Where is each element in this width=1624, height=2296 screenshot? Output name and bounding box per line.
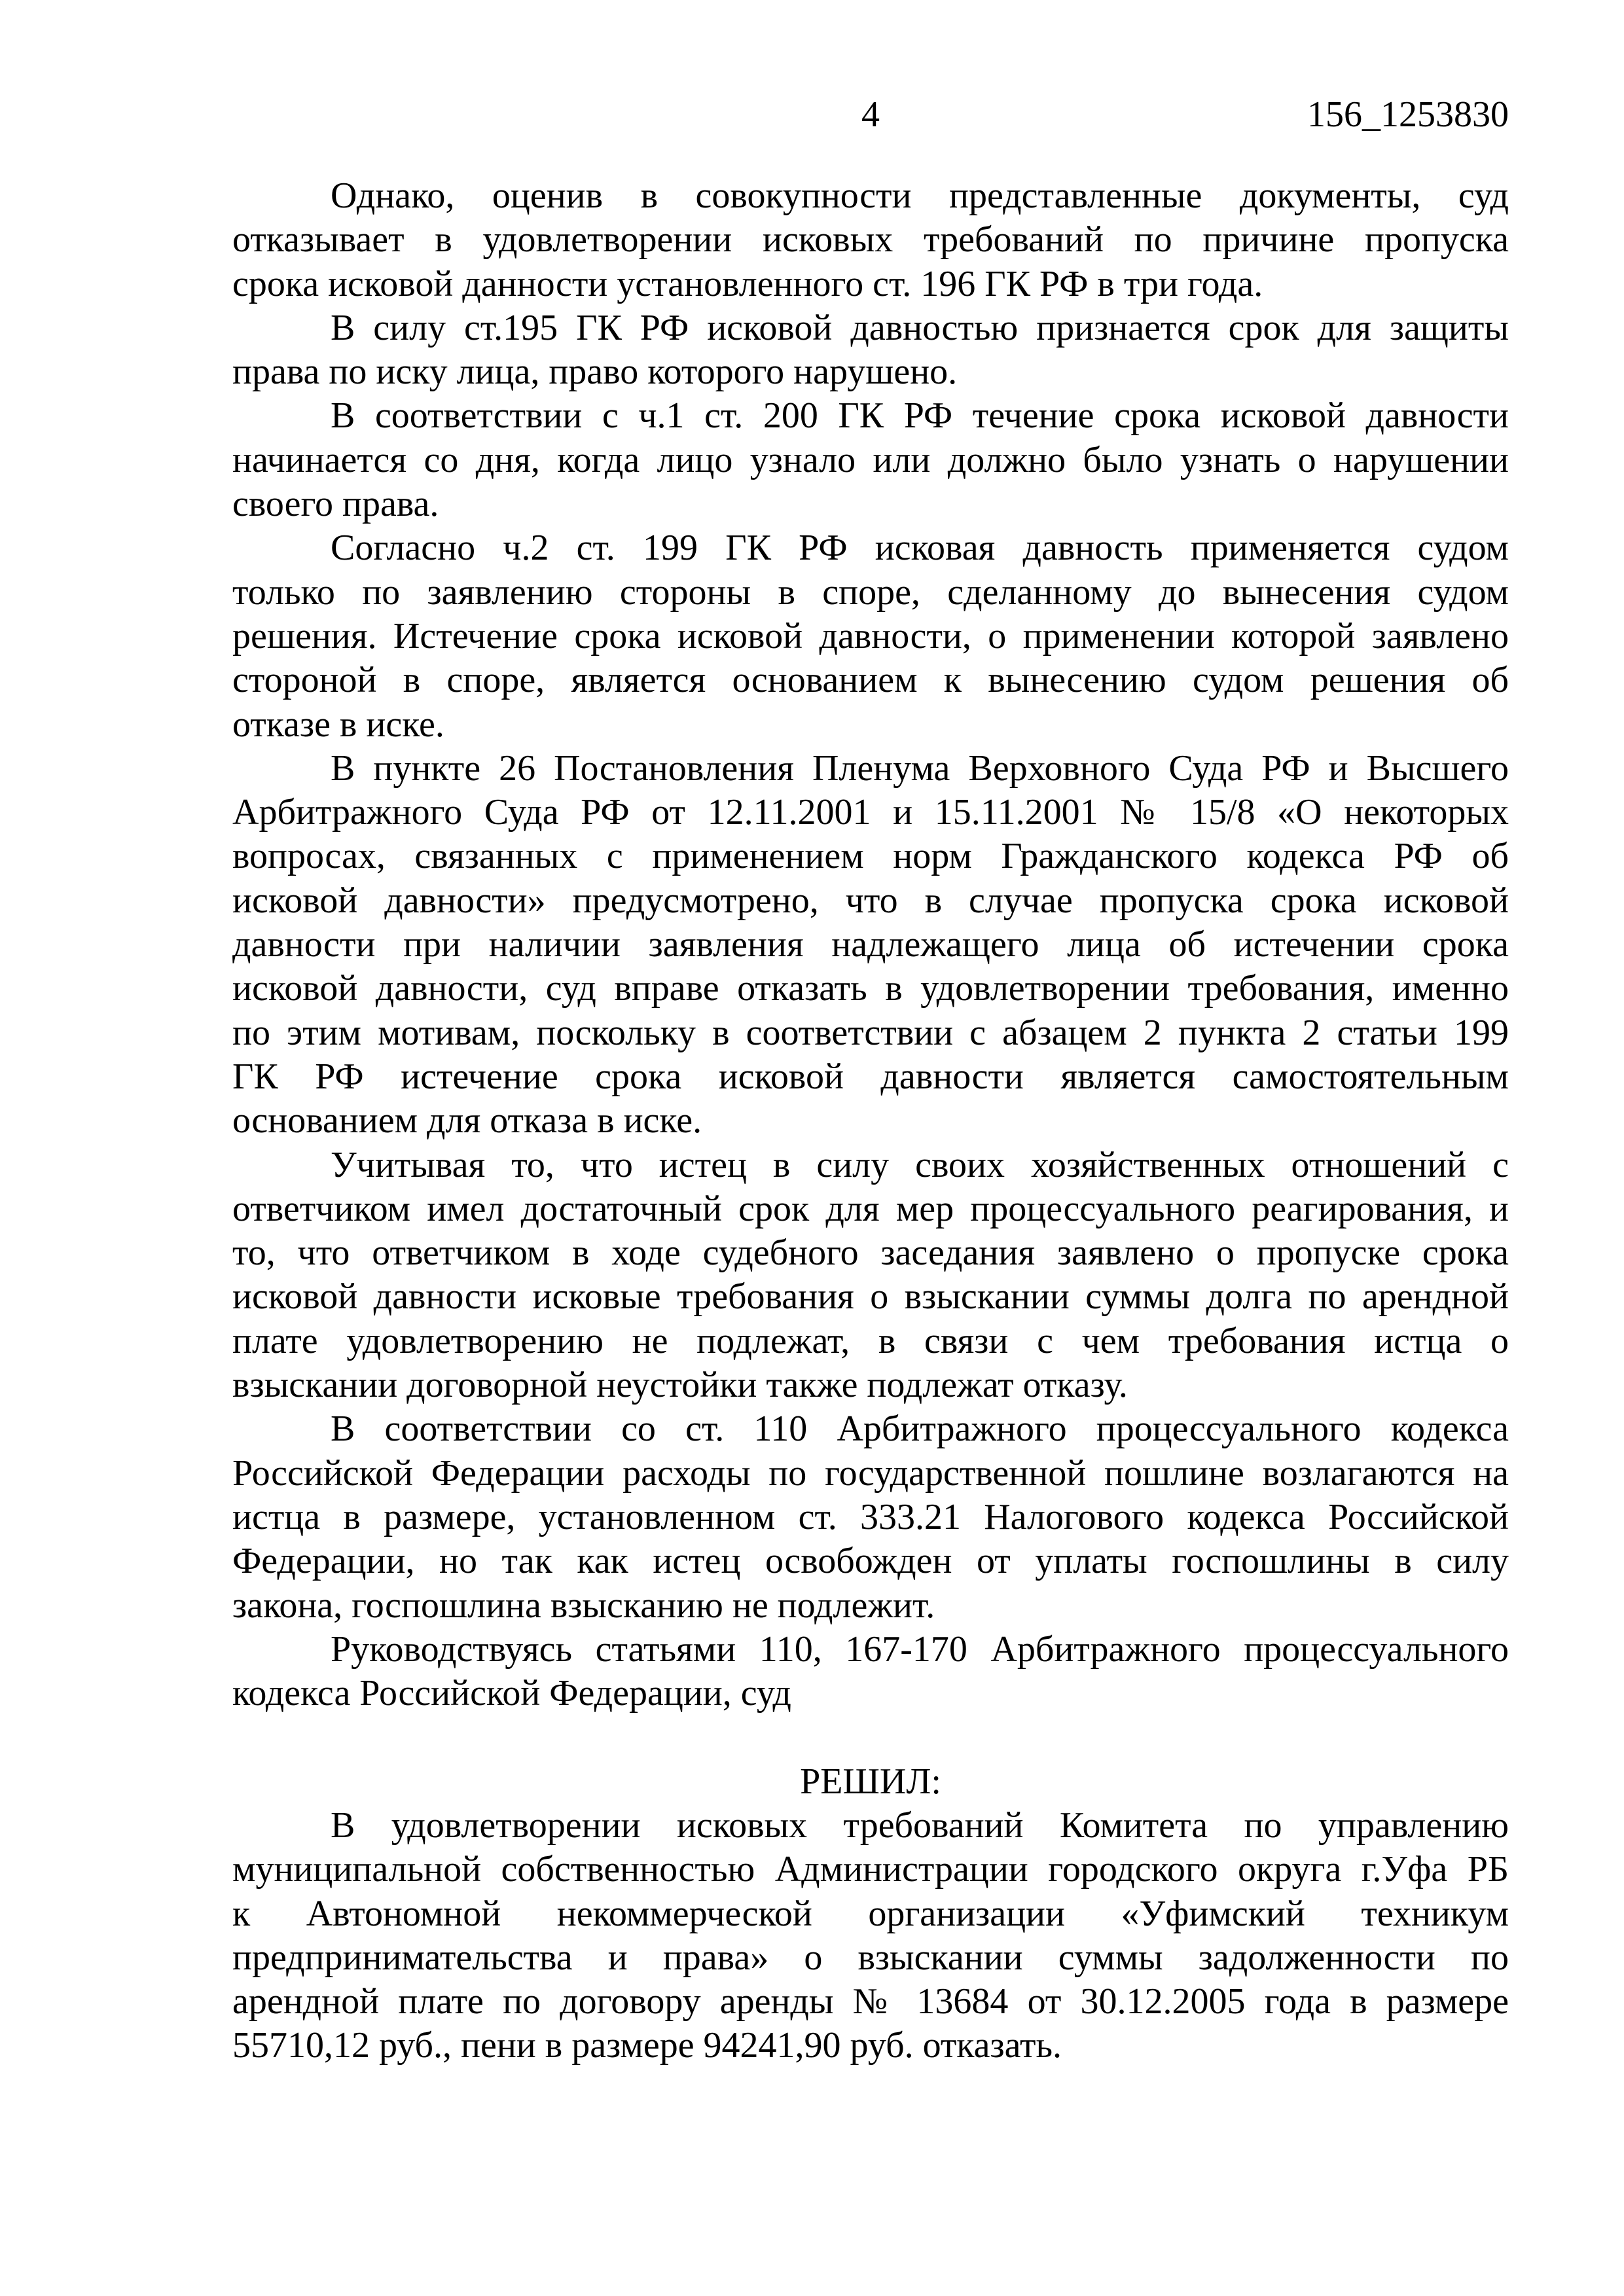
page-number: 4: [861, 94, 880, 135]
paragraph-limitation-refusal: [232, 174, 1509, 306]
paragraph-guided-by: [232, 1628, 1509, 1716]
document-id: 156_1253830: [1307, 94, 1509, 135]
text-line: плате удовлетворению не подлежат, в связи с чем требования истца о: [232, 1320, 1509, 1361]
text-line: закона, госпошлина взысканию не подлежит.: [232, 1585, 935, 1626]
paragraph-decision: [232, 1804, 1509, 2068]
text-line: В силу ст.195 ГК РФ исковой давностью признается срок для защиты: [331, 307, 1509, 348]
text-line: взыскании договорной неустойки также подлежат отказу.: [232, 1365, 1128, 1406]
text-line: только по заявлению стороны в споре, сделанному до вынесения судом: [232, 571, 1509, 613]
text-line: кодекса Российской Федерации, суд: [232, 1673, 791, 1714]
text-line: отказе в иске.: [232, 704, 444, 745]
blank-line: [232, 1715, 1509, 1759]
text-line: Российской Федерации расходы по государственной пошлине возлагаются на: [232, 1452, 1509, 1494]
text-line: муниципальной собственностью Администрации городского округа г.Уфа РБ: [232, 1849, 1509, 1890]
text-line: предпринимательства и права» о взыскании суммы задолженности по: [232, 1937, 1509, 1978]
text-line: срока исковой данности установленного ст. 196 ГК РФ в три года.: [232, 263, 1263, 304]
paragraph-article-200: [232, 394, 1509, 526]
paragraph-state-duty: [232, 1407, 1509, 1627]
text-line: ответчиком имел достаточный срок для мер процессуального реагирования, и: [232, 1188, 1509, 1229]
document-body: [232, 174, 1509, 2068]
text-line: то, что ответчиком в ходе судебного заседания заявлено о пропуске срока: [232, 1232, 1509, 1274]
text-line: давности при наличии заявления надлежащего лица об истечении срока: [232, 924, 1509, 965]
text-line: по этим мотивам, поскольку в соответствии с абзацем 2 пункта 2 статьи 199: [232, 1012, 1509, 1053]
decision-heading: РЕШИЛ:: [800, 1761, 941, 1802]
text-line: основанием для отказа в иске.: [232, 1100, 702, 1141]
text-line: вопросах, связанных с применением норм Гражданского кодекса РФ об: [232, 836, 1509, 877]
paragraph-plenum-resolution: [232, 747, 1509, 1143]
text-line: Учитывая то, что истец в силу своих хозяйственных отношений с: [331, 1144, 1509, 1185]
paragraph-article-195: [232, 306, 1509, 395]
text-line: ГК РФ истечение срока исковой давности является самостоятельным: [232, 1056, 1509, 1097]
text-line: В пункте 26 Постановления Пленума Верховного Суда РФ и Высшего: [331, 747, 1509, 789]
text-line: к Автономной некоммерческой организации «Уфимский техникум: [232, 1893, 1509, 1934]
text-line: В удовлетворении исковых требований Комитета по управлению: [331, 1804, 1509, 1846]
text-line: начинается со дня, когда лицо узнало или должно было узнать о нарушении: [232, 439, 1509, 480]
text-line: права по иску лица, право которого нарушено.: [232, 351, 958, 393]
text-line: исковой давности, суд вправе отказать в удовлетворении требования, именно: [232, 968, 1509, 1009]
text-line: стороной в споре, является основанием к вынесению судом решения об: [232, 660, 1509, 701]
paragraph-article-199: [232, 526, 1509, 746]
text-line: отказывает в удовлетворении исковых требований по причине пропуска: [232, 219, 1509, 260]
text-line: Согласно ч.2 ст. 199 ГК РФ исковая давность применяется судом: [331, 528, 1509, 569]
text-line: Руководствуясь статьями 110, 167-170 Арбитражного процессуального: [331, 1628, 1509, 1670]
text-line: В соответствии с ч.1 ст. 200 ГК РФ течение срока исковой давности: [331, 395, 1509, 437]
text-line: Арбитражного Суда РФ от 12.11.2001 и 15.11.2001 № 15/8 «О некоторых: [232, 792, 1509, 833]
text-line: исковой давности» предусмотрено, что в случае пропуска срока исковой: [232, 880, 1509, 921]
text-line: Однако, оценив в совокупности представленные документы, суд: [331, 175, 1509, 216]
paragraph-considering: [232, 1143, 1509, 1408]
text-line: истца в размере, установленном ст. 333.21 Налогового кодекса Российской: [232, 1496, 1509, 1537]
text-line: арендной плате по договору аренды № 13684 от 30.12.2005 года в размере: [232, 1981, 1509, 2022]
text-line: Федерации, но так как истец освобожден от уплаты госпошлины в силу: [232, 1541, 1509, 1582]
text-line: 55710,12 руб., пени в размере 94241,90 руб. отказать.: [232, 2025, 1062, 2066]
text-line: своего права.: [232, 484, 439, 525]
text-line: решения. Истечение срока исковой давности, о применении которой заявлено: [232, 615, 1509, 656]
text-line: исковой давности исковые требования о взыскании суммы долга по арендной: [232, 1276, 1509, 1318]
text-line: В соответствии со ст. 110 Арбитражного процессуального кодекса: [331, 1408, 1509, 1450]
